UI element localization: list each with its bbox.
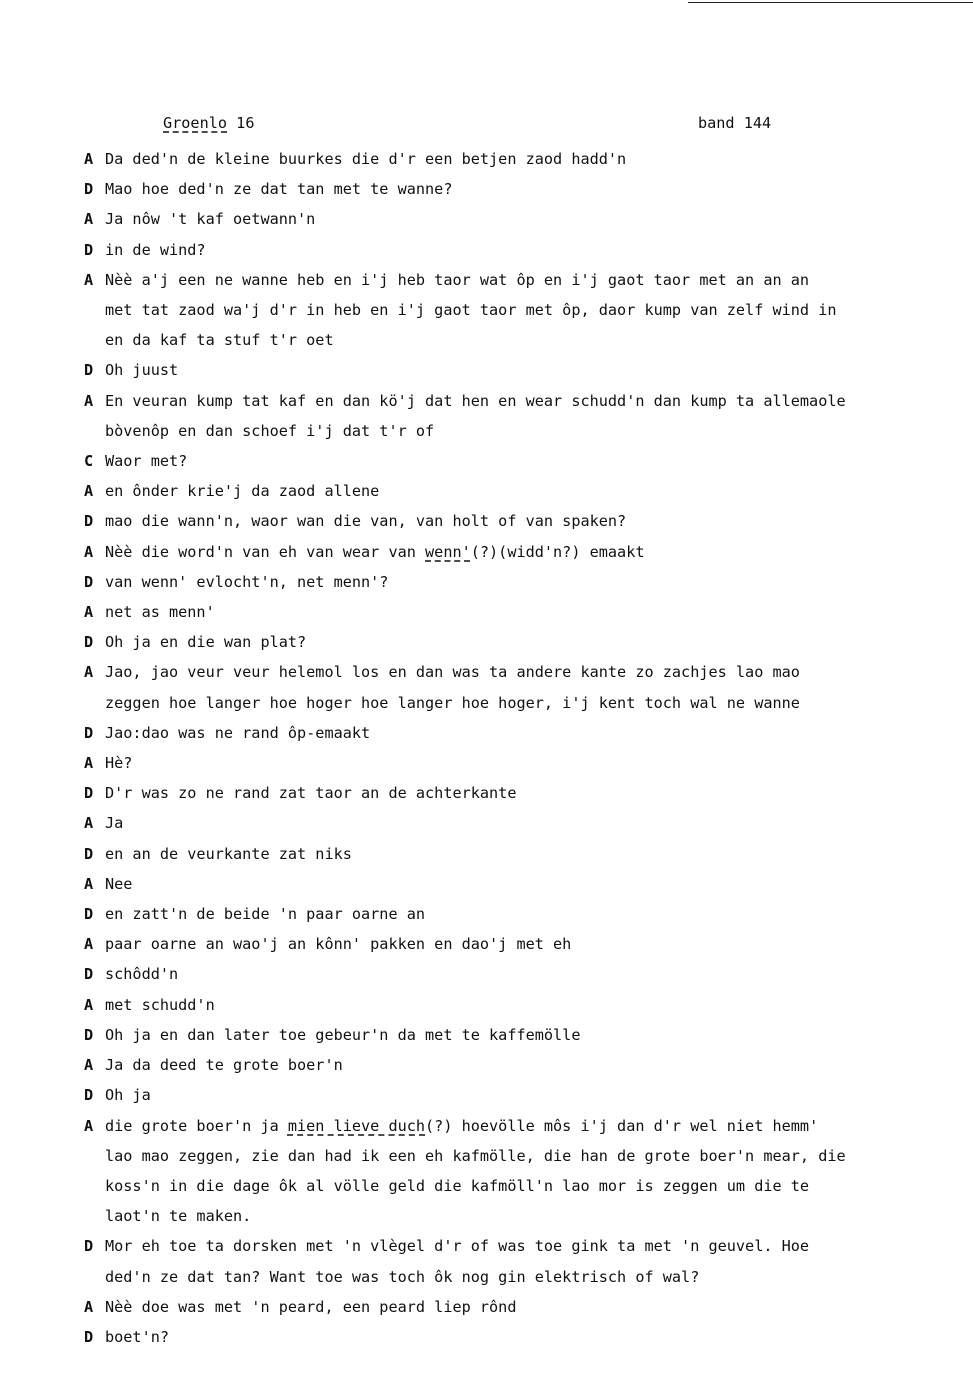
line-text: Waor met? (105, 452, 188, 471)
line-text: Mor eh toe ta dorsken met 'n vlègel d'r of was toe gink ta met 'n geuvel. Hoe (105, 1237, 810, 1256)
speaker-label: A (84, 1297, 94, 1316)
line-text: koss'n in die dage ôk al völle geld die kafmöll'n lao mor is zeggen um die te (105, 1176, 810, 1195)
transcript-line (84, 869, 934, 899)
line-text: Oh juust (105, 361, 179, 380)
transcript-line (84, 1050, 934, 1080)
line-text: lao mao zeggen, zie dan had ik een eh kafmölle, die han de grote boer'n mear, die (105, 1146, 846, 1165)
line-text: Jao, jao veur veur helemol los en dan was ta andere kante zo zachjes lao mao (105, 663, 800, 682)
line-text: en da kaf ta stuf t'r oet (105, 331, 334, 350)
speaker-label: D (84, 361, 94, 380)
transcript-line (84, 748, 934, 778)
line-text: mao die wann'n, waor wan die van, van holt of van spaken? (105, 512, 627, 531)
transcript-line (84, 416, 934, 446)
transcript-line (84, 537, 934, 567)
line-text: met tat zaod wa'j d'r in heb en i'j gaot taor met ôp, daor kump van zelf wind in (105, 301, 837, 320)
transcript-line (84, 567, 934, 597)
line-text-part: die grote boer'n ja (105, 1116, 288, 1135)
place-label (163, 114, 254, 132)
line-text: en zatt'n de beide 'n paar oarne an (105, 905, 426, 924)
transcript-line (84, 1141, 934, 1171)
transcript-line (84, 325, 934, 355)
transcript-line (84, 476, 934, 506)
line-text: boet'n? (105, 1327, 170, 1346)
transcript-line (84, 446, 934, 476)
speaker-label (84, 416, 105, 446)
transcript-line (84, 688, 934, 718)
speaker-label: D (84, 1327, 94, 1346)
speaker-label: A (84, 663, 94, 682)
line-text: Oh ja en die wan plat? (105, 633, 307, 652)
speaker-label: D (84, 180, 94, 199)
line-text: net as menn' (105, 603, 215, 622)
line-text: Hè? (105, 754, 133, 773)
line-text: Oh ja en dan later toe gebeur'n da met te kaffemölle (105, 1025, 581, 1044)
transcript-line (84, 1322, 934, 1352)
speaker-label (84, 1262, 105, 1292)
speaker-label: A (84, 814, 94, 833)
speaker-label: D (84, 1025, 94, 1044)
speaker-label (84, 688, 105, 718)
transcript-line (84, 627, 934, 657)
speaker-label: A (84, 391, 94, 410)
line-text: En veuran kump tat kaf en dan kö'j dat hen en wear schudd'n dan kump ta allemaole (105, 391, 846, 410)
transcript-line (84, 355, 934, 385)
speaker-label (84, 295, 105, 325)
transcript-line (84, 929, 934, 959)
transcript-line (84, 265, 934, 295)
underlined-phrase: wenn' (425, 542, 471, 561)
speaker-label: A (84, 1116, 94, 1135)
speaker-label: D (84, 844, 94, 863)
speaker-label: C (84, 452, 94, 471)
speaker-label: A (84, 935, 94, 954)
line-text (105, 537, 934, 567)
speaker-label: D (84, 572, 94, 591)
speaker-label: D (84, 965, 94, 984)
line-text: Nèè doe was met 'n peard, een peard liep rônd (105, 1297, 517, 1316)
transcript-line (84, 959, 934, 989)
speaker-label: D (84, 723, 94, 742)
line-text: met schudd'n (105, 995, 215, 1014)
transcript-line (84, 1171, 934, 1201)
transcript-line (84, 1201, 934, 1231)
speaker-label: A (84, 150, 94, 168)
transcript-line (84, 990, 934, 1020)
transcript-line (84, 808, 934, 838)
underlined-phrase: mien lieve duch (287, 1116, 426, 1135)
transcript-line (84, 1262, 934, 1292)
speaker-label (84, 1141, 105, 1171)
top-rule (688, 2, 973, 3)
speaker-label: D (84, 784, 94, 803)
line-text: zeggen hoe langer hoe hoger hoe langer hoe hoger, i'j kent toch wal ne wanne (105, 693, 800, 712)
line-text: in de wind? (105, 240, 206, 259)
transcript-line (84, 144, 934, 174)
transcript-line (84, 899, 934, 929)
line-text: Da ded'n de kleine buurkes die d'r een betjen zaod hadd'n (105, 150, 627, 168)
speaker-label: A (84, 482, 94, 501)
speaker-label: A (84, 754, 94, 773)
transcript-line (84, 386, 934, 416)
transcript-line (84, 174, 934, 204)
speaker-label (84, 1171, 105, 1201)
speaker-label: D (84, 512, 94, 531)
speaker-label: A (84, 603, 94, 622)
line-text: Ja da deed te grote boer'n (105, 1056, 343, 1075)
line-text: Nee (105, 874, 133, 893)
line-text-part: (?) hoevölle môs i'j dan d'r wel niet hemm' (425, 1116, 819, 1135)
speaker-label: D (84, 905, 94, 924)
line-text-part: Nèè die word'n van eh van wear van (105, 542, 426, 561)
speaker-label: D (84, 633, 94, 652)
line-text: ded'n ze dat tan? Want toe was toch ôk nog gin elektrisch of wal? (105, 1267, 700, 1286)
place-name: Groenlo (163, 114, 228, 132)
line-text: Jao:dao was ne rand ôp-emaakt (105, 723, 371, 742)
line-text: D'r was zo ne rand zat taor an de achterkante (105, 784, 517, 803)
transcript-line (84, 839, 934, 869)
line-text (105, 1111, 934, 1141)
line-text: en ônder krie'j da zaod allene (105, 482, 380, 501)
speaker-label: A (84, 270, 94, 289)
line-text: van wenn' evlocht'n, net menn'? (105, 572, 389, 591)
speaker-label: D (84, 240, 94, 259)
transcript-line (84, 235, 934, 265)
transcript-line (84, 1292, 934, 1322)
line-text: Ja nôw 't kaf oetwann'n (105, 210, 316, 229)
line-text: Oh ja (105, 1086, 151, 1105)
speaker-label: D (84, 1237, 94, 1256)
page-header (163, 114, 783, 138)
transcript (84, 144, 934, 1352)
transcript-line (84, 718, 934, 748)
speaker-label: A (84, 874, 94, 893)
speaker-label: A (84, 1056, 94, 1075)
line-text: Nèè a'j een ne wanne heb en i'j heb taor wat ôp en i'j gaot taor met an an an (105, 270, 810, 289)
transcript-line (84, 597, 934, 627)
line-text: laot'n te maken. (105, 1207, 252, 1226)
line-text: Mao hoe ded'n ze dat tan met te wanne? (105, 180, 453, 199)
speaker-label (84, 325, 105, 355)
line-text: paar oarne an wao'j an kônn' pakken en dao'j met eh (105, 935, 572, 954)
speaker-label: A (84, 542, 94, 561)
transcript-line (84, 295, 934, 325)
speaker-label: D (84, 1086, 94, 1105)
line-text-part: (?)(widd'n?) emaakt (470, 542, 645, 561)
speaker-label: A (84, 995, 94, 1014)
line-text: en an de veurkante zat niks (105, 844, 352, 863)
transcript-line (84, 204, 934, 234)
transcript-line (84, 1111, 934, 1141)
transcript-line (84, 1080, 934, 1110)
transcript-line (84, 1020, 934, 1050)
place-number: 16 (236, 114, 255, 132)
speaker-label (84, 1201, 105, 1231)
line-text: schôdd'n (105, 965, 179, 984)
transcript-line (84, 1231, 934, 1261)
speaker-label: A (84, 210, 94, 229)
transcript-line (84, 657, 934, 687)
line-text: bòvenôp en dan schoef i'j dat t'r of (105, 421, 435, 440)
line-text: Ja (105, 814, 124, 833)
transcript-line (84, 778, 934, 808)
band-label: band 144 (698, 114, 772, 132)
transcript-line (84, 506, 934, 536)
